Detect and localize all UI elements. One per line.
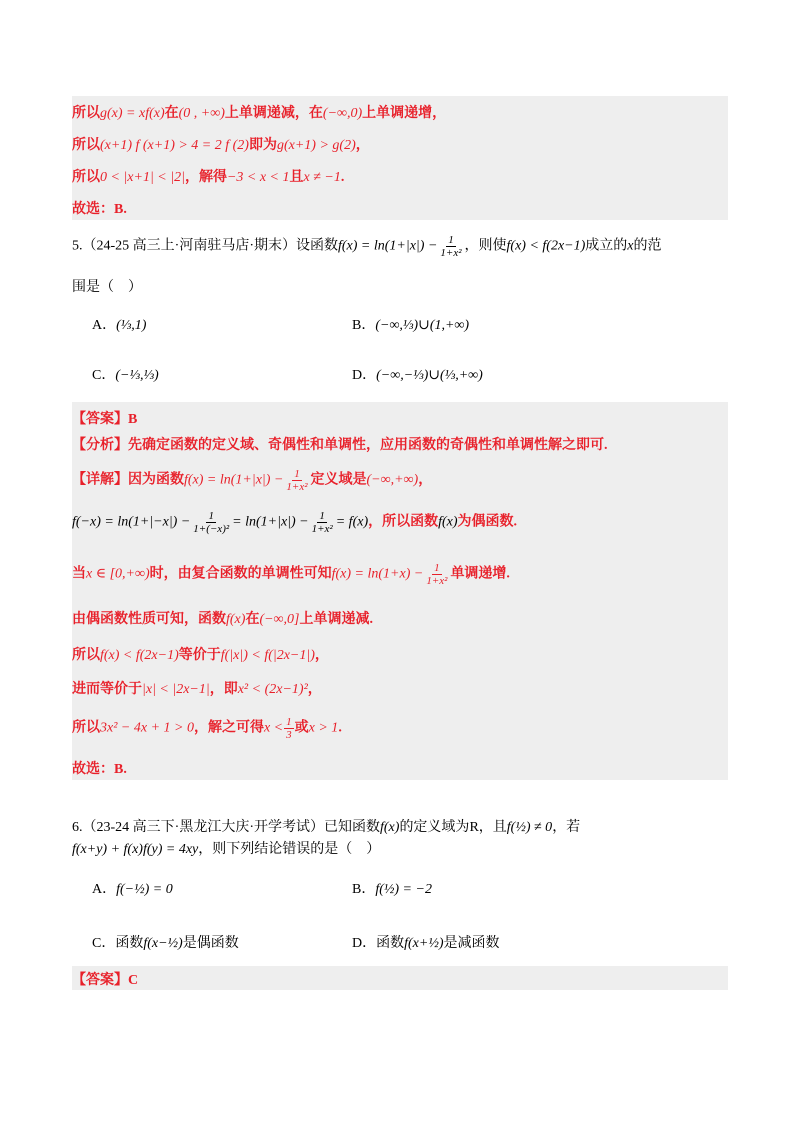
- solution-line-1: 所以g(x) = xf(x)在(0 , +∞)上单调递减，在(−∞,0)上单调递增，: [72, 106, 447, 121]
- detail-5-line-2: f(−x) = ln(1+|−x|) − $\frac{1}{\text{1+(−x)²}}$ = ln(1+|x|) − $\frac{1}{\text{1+x²}}$ = f(x)，所以函数f(x)为偶函数.: [72, 510, 518, 535]
- option-6b[interactable]: B．f(½) = −2: [352, 882, 432, 897]
- question-5-stem-line-1: 5.（24-25 高三上·河南驻马店·期末）设函数f(x) = ln(1+|x|) − $\frac{1}{\text{1+x²}}$ ，则使f(x) < f(2x−1)成立的x的范: [72, 234, 662, 259]
- answer-6-block: [72, 966, 728, 990]
- fraction: $\frac{1}{\text{1+x²}}$: [440, 234, 462, 259]
- solution-line-2: 所以(x+1) f (x+1) > 4 = 2 f (2)即为g(x+1) > g(2)，: [72, 138, 370, 153]
- fraction: $\frac{1}{\text{1+x²}}$: [426, 562, 448, 587]
- detail-5-line-6: 进而等价于|x| < |2x−1|，即x² < (2x−1)²，: [72, 682, 322, 697]
- answer-5-block: [72, 402, 728, 780]
- detail-5-line-7: 所以3x² − 4x + 1 > 0，解之可得x < $\frac{1}{3}$ 或x > 1.: [72, 716, 342, 741]
- answer-6: 【答案】C: [72, 973, 139, 988]
- fraction: $\frac{1}{3}$: [286, 716, 292, 741]
- question-6: [72, 808, 728, 968]
- option-5a[interactable]: A．(⅓,1): [92, 318, 147, 333]
- option-5d[interactable]: D．(−∞,−⅓)∪(⅓,+∞): [352, 368, 483, 383]
- option-5c[interactable]: C．(−⅓,⅓): [92, 368, 159, 383]
- fraction: $\frac{1}{\text{1+(−x)²}}$: [193, 510, 230, 535]
- answer-5: 【答案】B: [72, 412, 138, 427]
- detail-5-line-3: 当x ∈ [0,+∞)时，由复合函数的单调性可知f(x) = ln(1+x) − $\frac{1}{\text{1+x²}}$ 单调递增.: [72, 562, 510, 587]
- option-6d[interactable]: D．函数f(x+½)是减函数: [352, 936, 500, 951]
- question-5: [72, 226, 728, 386]
- solution-choice-5: 故选：B.: [72, 762, 127, 777]
- solution-block-prev: [72, 96, 728, 220]
- detail-5-line-5: 所以f(x) < f(2x−1)等价于f(|x|) < f(|2x−1|)，: [72, 648, 329, 663]
- option-6a[interactable]: A．f(−½) = 0: [92, 882, 173, 897]
- question-5-stem-line-2: 围是（ ）: [72, 280, 142, 295]
- fraction: $\frac{1}{\text{1+x²}}$: [311, 510, 333, 535]
- solution-line-3: 所以0 < |x+1| < |2|，解得−3 < x < 1且x ≠ −1.: [72, 170, 345, 185]
- solution-choice: 故选：B.: [72, 202, 127, 217]
- option-6c[interactable]: C．函数f(x−½)是偶函数: [92, 936, 239, 951]
- fraction: $\frac{1}{\text{1+x²}}$: [286, 468, 308, 493]
- question-6-stem-line-1: 6.（23-24 高三下·黑龙江大庆·开学考试）已知函数f(x)的定义域为R，且f(½) ≠ 0，若: [72, 820, 581, 835]
- detail-5-line-1: 【详解】因为函数f(x) = ln(1+|x|) − $\frac{1}{\text{1+x²}}$ 定义域是(−∞,+∞)，: [72, 468, 433, 493]
- detail-5-line-4: 由偶函数性质可知，函数f(x)在(−∞,0]上单调递减.: [72, 612, 373, 627]
- option-5b[interactable]: B．(−∞,⅓)∪(1,+∞): [352, 318, 470, 333]
- question-6-stem-line-2: f(x+y) + f(x)f(y) = 4xy，则下列结论错误的是（ ）: [72, 842, 381, 857]
- analysis-5: 【分析】先确定函数的定义域、奇偶性和单调性，应用函数的奇偶性和单调性解之即可.: [72, 438, 608, 453]
